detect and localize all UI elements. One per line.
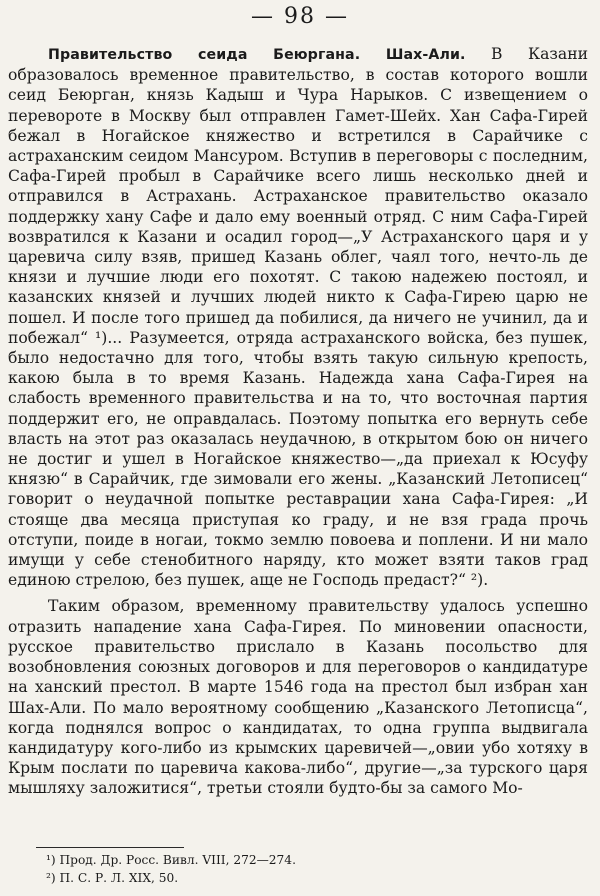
footnote-1: ¹) Прод. Др. Росс. Вивл. VIII, 272—274. xyxy=(46,853,296,867)
footnotes xyxy=(46,852,566,887)
paragraph-2-text: Таким образом, временному правительству удалось успешно отразить нападение хана Сафа-Гирея. По миновении опасности, русское правительство прислало в Казань посольство для возобновления союзных договоров и для переговоров о кандидатуре на ханский престол. В марте 1546 года на престол был избран хан Шах-Али. По мало вероятному сообщению „Казанского Летописца“, когда поднялся вопрос о кандидатах, то одна группа выдвигала кандидатуру кого-либо из крымских царевичей—„овии убо хотяху в Крым послати по царевича какова-либо“, другие—„за турского царя мышляху заложитися“, третьи стояли будто-бы за самого Мо- xyxy=(8,597,588,798)
paragraph-1-text: В Казани образовалось временное правительство, в состав которого вошли сеид Беюрган, князь Кадыш и Чура Нарыков. С извещением о перевороте в Москву был отправлен Гамет-Шейх. Хан Сафа-Гирей бежал в Ногайское княжество и встретился в Сарайчике с астраханским сеидом Мансуром. Вступив в переговоры с последним, Сафа-Гирей пробыл в Сарайчике всего лишь несколько дней и отправился в Астрахань. Астраханское правительство оказало поддержку хану Сафе и дало ему военный отряд. С ним Сафа-Гирей возвратился к Казани и осадил город—„У Астраханского царя и у царевича силу взяв, пришед Казань облег, чаял того, нечто-ль де князи и лучшие люди его похотят. С такою надежею постоял, и казанских князей и лучших людей никто к Сафа-Гирею царю не пошел. И после того пришед да побилися, да ничего не учинил, да и побежал“ ¹)... Разумеется, отряда астраханского войска, без пушек, было недостачно для того, чтобы взять такую сильную крепость, какою была в то время Казань. Надежда хана Сафа-Гирея на слабость временного правительства и на то, что восточная партия поддержит его, не оправдалась. Поэтому попытка его вернуть себе власть на этот раз оказалась неудачною, в открытом бою он ничего не достиг и ушел в Ногайское княжество—„да приехал к Юсуфу князю“ в Сарайчик, где зимовали его жены. „Казанский Летописец“ говорит о неудачной попытке реставрации хана Сафа-Гирея: „И стояще два месяца приступая ко граду, и не взя града прочь отступи, поиде в ногаи, токмо землю повоева и поплени. И ни мало имущи у себе стенобитного наряду, кто может взяти таков град единою стрелою, без пушек, аще не Господь предаст?“ ²). xyxy=(8,45,588,590)
page-number: — 98 — xyxy=(251,4,349,29)
section-heading: Правительство сеида Беюргана. Шах-Али. xyxy=(48,47,466,63)
paragraph-2 xyxy=(8,596,588,798)
body-text xyxy=(8,44,588,799)
footnote-divider xyxy=(36,847,184,848)
paragraph-1 xyxy=(8,44,588,590)
footnote-2: ²) П. С. Р. Л. XIX, 50. xyxy=(46,870,179,885)
